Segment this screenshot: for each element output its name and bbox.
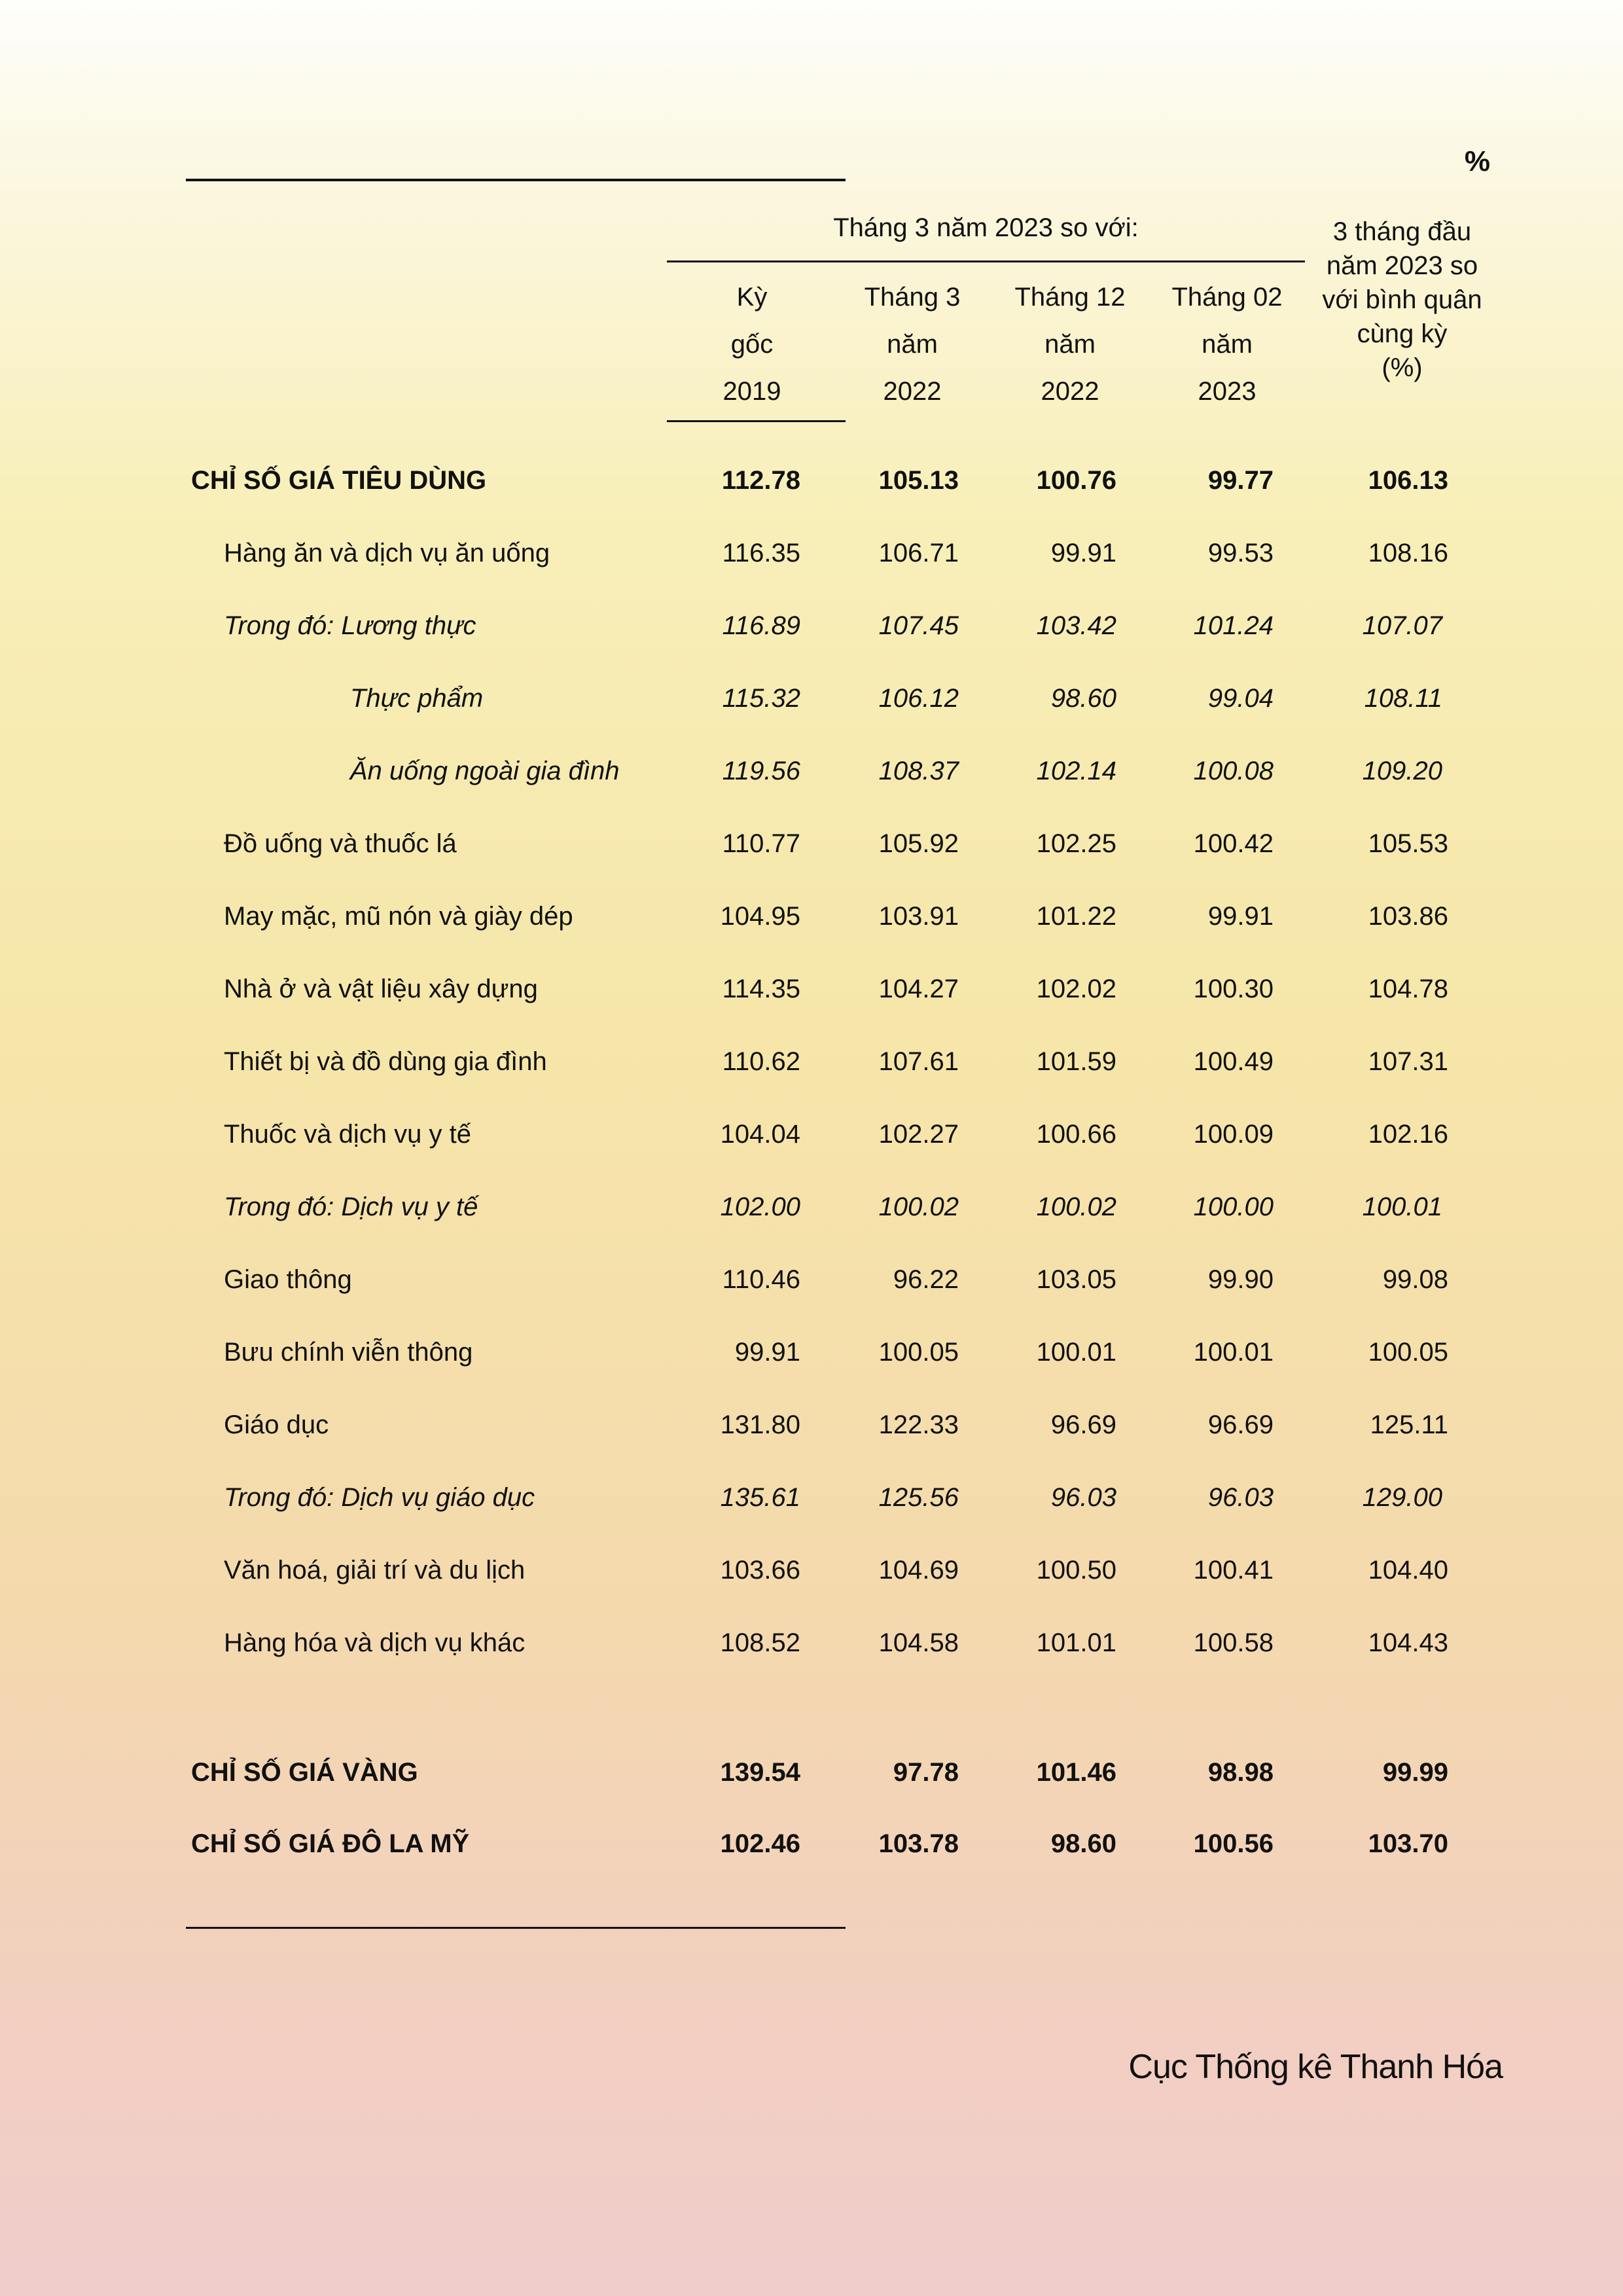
row-value: 125.11 [1370,1410,1448,1439]
row-value: 97.78 [893,1758,959,1787]
row-value: 104.69 [878,1556,959,1585]
row-value: 114.35 [722,975,800,1003]
table-row [0,539,1623,578]
row-value: 100.66 [1036,1120,1116,1149]
table-row [0,1265,1623,1304]
row-value: 96.03 [1207,1483,1274,1512]
row-value: 101.46 [1036,1758,1116,1787]
bottom-rule [186,1927,846,1929]
row-label: Trong đó: Dịch vụ y tế [224,1193,478,1221]
table-row [0,1338,1623,1377]
row-value: 100.02 [1036,1193,1116,1221]
row-label: Trong đó: Lương thực [224,611,476,640]
row-label: Văn hoá, giải trí và du lịch [224,1556,526,1585]
row-label: Giáo dục [224,1410,329,1439]
row-value: 131.80 [720,1410,800,1439]
row-value: 99.91 [1207,902,1274,931]
row-value: 108.11 [1364,684,1442,713]
row-value: 119.56 [722,757,800,785]
row-label: Đồ uống và thuốc lá [224,829,457,858]
row-value: 107.31 [1368,1047,1448,1076]
row-value: 104.78 [1368,975,1448,1003]
source-footer: Cục Thống kê Thanh Hóa [1128,2048,1503,2086]
row-value: 99.91 [734,1338,800,1367]
table-row [0,1120,1623,1159]
col-header-line: với bình quân [1322,285,1482,314]
col-header-line: năm 2023 so [1326,251,1478,280]
row-value: 102.00 [720,1193,800,1221]
row-value: 104.95 [720,902,800,931]
col-header-line: gốc [730,330,774,359]
col-header-line: 2023 [1198,377,1257,406]
table-row [0,1758,1623,1797]
col-header-q1-avg [1306,215,1499,385]
row-value: 101.59 [1036,1047,1116,1076]
row-value: 101.24 [1193,611,1274,640]
row-value: 112.78 [721,466,800,495]
row-value: 100.02 [878,1193,959,1221]
row-value: 104.58 [878,1628,959,1657]
row-value: 105.13 [878,466,959,495]
row-value: 100.58 [1193,1628,1274,1657]
row-label: Hàng ăn và dịch vụ ăn uống [224,539,550,567]
row-value: 100.05 [1368,1338,1448,1367]
row-value: 110.62 [722,1047,800,1076]
row-value: 108.37 [878,757,959,785]
row-value: 96.22 [893,1265,959,1294]
row-label: Thực phẩm [350,684,484,713]
row-value: 100.30 [1193,975,1274,1003]
row-value: 100.76 [1036,466,1116,495]
row-value: 100.50 [1036,1556,1116,1585]
col-header-line: Tháng 02 [1171,283,1283,312]
row-value: 109.20 [1362,757,1442,785]
table-row [0,1047,1623,1086]
col-header-line: Tháng 3 [864,283,961,312]
row-value: 102.16 [1368,1120,1448,1149]
col-header-mar-2022 [834,274,991,415]
row-label: CHỈ SỐ GIÁ TIÊU DÙNG [191,466,487,495]
row-value: 103.78 [878,1829,959,1858]
row-value: 115.32 [722,684,800,713]
row-value: 102.27 [878,1120,959,1149]
unit-symbol: % [1464,145,1490,177]
row-value: 100.01 [1362,1193,1442,1221]
row-value: 102.02 [1036,975,1116,1003]
table-row [0,975,1623,1014]
table-row [0,466,1623,505]
row-value: 104.40 [1368,1556,1448,1585]
row-label: May mặc, mũ nón và giày dép [224,902,573,931]
row-value: 98.60 [1050,1829,1116,1858]
table-row [0,829,1623,869]
row-value: 98.98 [1207,1758,1274,1787]
table-row [0,1193,1623,1232]
row-value: 101.22 [1036,902,1116,931]
row-value: 101.01 [1036,1628,1116,1657]
row-value: 100.05 [878,1338,959,1367]
col-header-line: cùng kỳ [1357,319,1448,348]
row-label: Hàng hóa và dịch vụ khác [224,1628,526,1657]
row-value: 100.56 [1193,1829,1274,1858]
group-header-underline [667,260,1305,262]
row-value: 106.12 [878,684,959,713]
col-header-line: 2022 [883,377,942,406]
table-row [0,1483,1623,1522]
top-rule [186,179,846,181]
row-label: Giao thông [224,1265,352,1294]
table-row [0,1829,1623,1869]
row-value: 103.66 [720,1556,800,1585]
row-value: 99.77 [1207,466,1274,495]
col-header-line: 2022 [1041,377,1099,406]
row-value: 107.07 [1362,611,1442,640]
row-value: 100.01 [1193,1338,1274,1367]
row-label: Bưu chính viễn thông [224,1338,473,1367]
row-value: 100.42 [1193,829,1274,858]
row-value: 125.56 [878,1483,959,1512]
table-row [0,1556,1623,1595]
row-value: 99.99 [1382,1758,1448,1787]
row-value: 105.92 [878,829,959,858]
row-value: 135.61 [720,1483,800,1512]
row-value: 103.91 [878,902,959,931]
row-value: 99.90 [1207,1265,1274,1294]
col-header-line: năm [887,330,938,359]
row-value: 104.43 [1368,1628,1448,1657]
row-label: Trong đó: Dịch vụ giáo dục [224,1483,535,1512]
col-header-line: 3 tháng đầu [1332,217,1472,246]
row-value: 104.04 [720,1120,800,1149]
row-value: 99.08 [1382,1265,1448,1294]
row-value: 100.00 [1193,1193,1274,1221]
row-value: 100.41 [1193,1556,1274,1585]
row-value: 108.16 [1368,539,1448,567]
row-value: 107.61 [878,1047,959,1076]
row-value: 105.53 [1368,829,1448,858]
table-row [0,902,1623,941]
group-header: Tháng 3 năm 2023 so với: [833,213,1139,242]
header-bottom-rule [667,420,846,422]
row-value: 102.25 [1036,829,1116,858]
row-value: 103.05 [1036,1265,1116,1294]
col-header-line: Tháng 12 [1014,283,1126,312]
row-value: 122.33 [878,1410,959,1439]
col-header-line: (%) [1382,353,1423,382]
row-value: 139.54 [720,1758,800,1787]
row-label: Nhà ở và vật liệu xây dựng [224,975,538,1003]
row-value: 108.52 [720,1628,800,1657]
row-value: 103.70 [1368,1829,1448,1858]
row-label: CHỈ SỐ GIÁ VÀNG [191,1758,418,1787]
row-value: 100.08 [1193,757,1274,785]
col-header-feb-2023 [1149,274,1306,415]
row-label: Thiết bị và đồ dùng gia đình [224,1047,547,1076]
row-value: 107.45 [878,611,959,640]
row-value: 103.86 [1368,902,1448,931]
row-value: 100.09 [1193,1120,1274,1149]
col-header-base-2019 [673,274,830,415]
row-value: 110.46 [722,1265,800,1294]
row-value: 100.01 [1036,1338,1116,1367]
row-value: 102.14 [1036,757,1116,785]
row-value: 99.53 [1207,539,1274,567]
row-value: 99.91 [1050,539,1116,567]
row-value: 104.27 [878,975,959,1003]
row-value: 100.49 [1193,1047,1274,1076]
row-label: CHỈ SỐ GIÁ ĐÔ LA MỸ [191,1829,470,1858]
row-value: 106.13 [1368,466,1448,495]
table-row [0,1410,1623,1450]
col-header-line: Kỳ [736,283,768,312]
row-value: 98.60 [1050,684,1116,713]
row-value: 102.46 [720,1829,800,1858]
row-value: 116.35 [722,539,800,567]
row-value: 96.69 [1050,1410,1116,1439]
row-value: 96.03 [1050,1483,1116,1512]
row-value: 103.42 [1036,611,1116,640]
row-label: Thuốc và dịch vụ y tế [224,1120,471,1149]
row-value: 106.71 [878,539,959,567]
table-row [0,684,1623,723]
table-row [0,1628,1623,1668]
col-header-dec-2022 [991,274,1149,415]
row-value: 116.89 [722,611,800,640]
row-label: Ăn uống ngoài gia đình [350,757,620,785]
row-value: 99.04 [1207,684,1274,713]
row-value: 110.77 [722,829,800,858]
col-header-line: năm [1044,330,1096,359]
col-header-line: năm [1202,330,1253,359]
col-header-line: 2019 [722,377,781,406]
table-row [0,757,1623,796]
row-value: 96.69 [1207,1410,1274,1439]
table-row [0,611,1623,651]
row-value: 129.00 [1362,1483,1442,1512]
